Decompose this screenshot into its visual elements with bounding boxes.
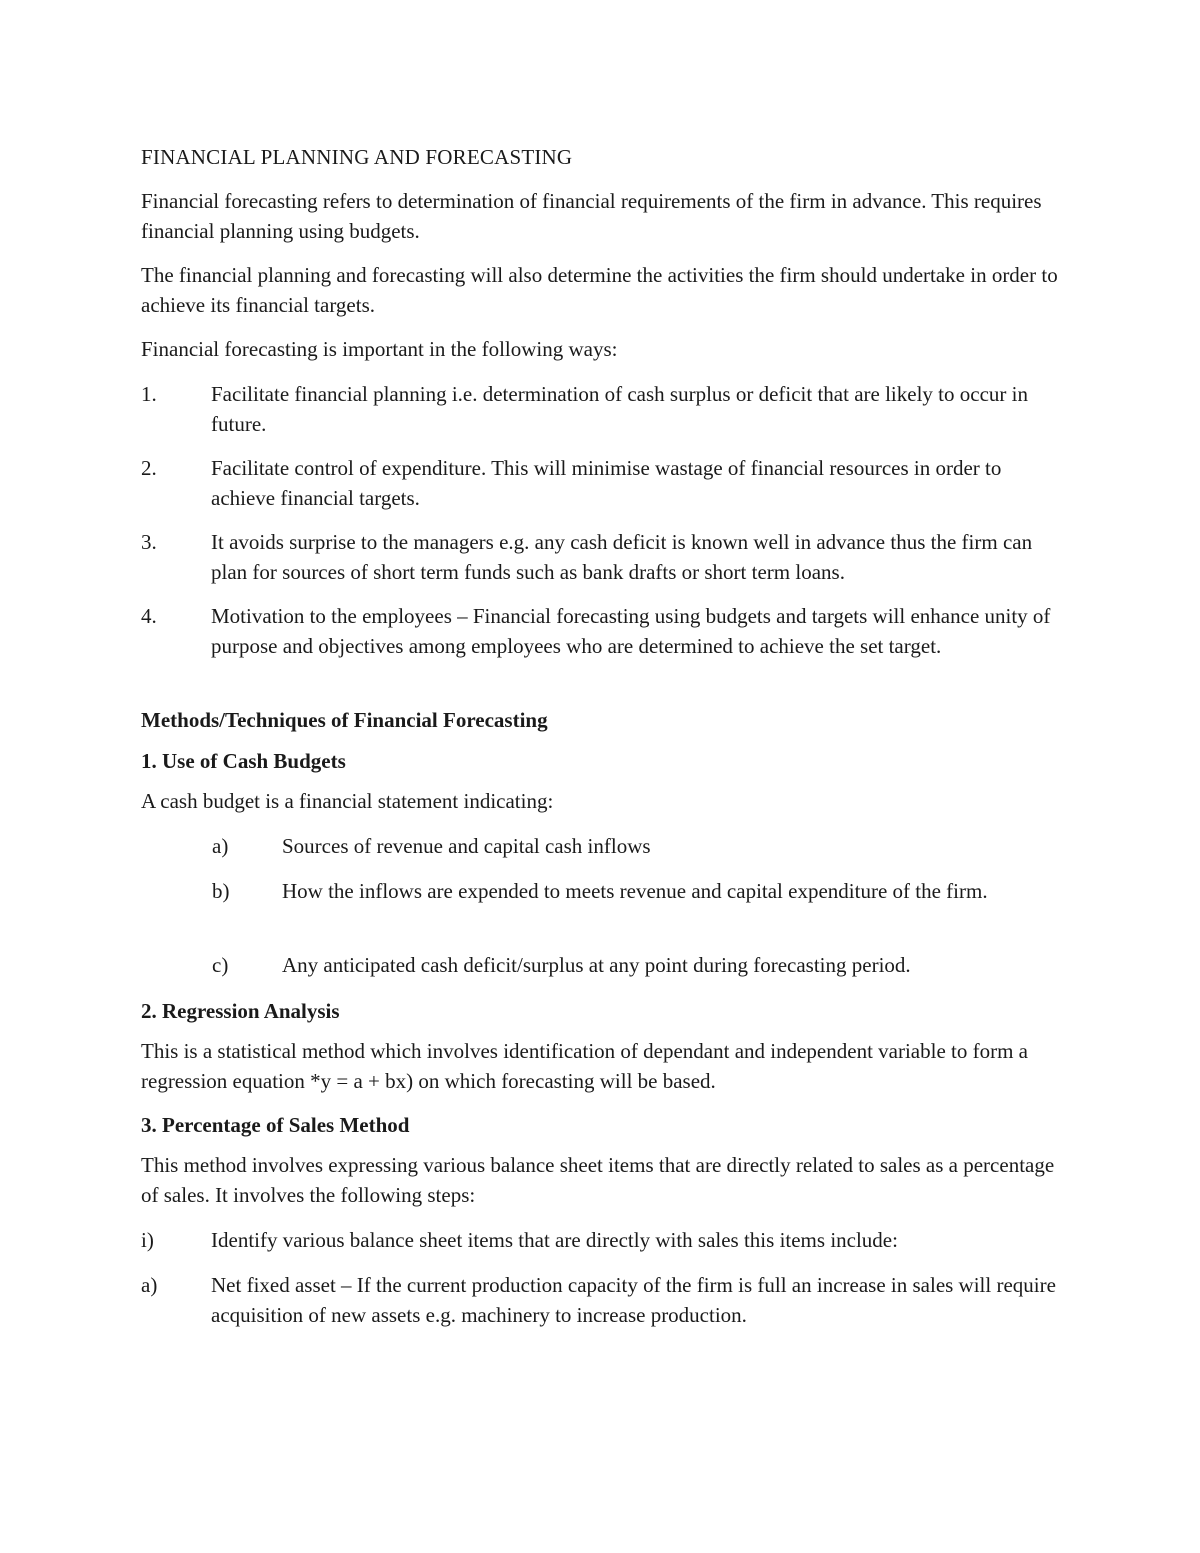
list-item-text: Any anticipated cash deficit/surplus at any point during forecasting period. bbox=[282, 953, 911, 977]
list-item-letter: a) bbox=[212, 834, 229, 858]
list-item-text: How the inflows are expended to meets revenue and capital expenditure of the firm. bbox=[282, 879, 988, 903]
list-item-letter: b) bbox=[212, 879, 230, 903]
intro-paragraph-3: Financial forecasting is important in the following ways: bbox=[141, 337, 618, 361]
list-item-letter: a) bbox=[141, 1273, 158, 1297]
percentage-sales-heading: 3. Percentage of Sales Method bbox=[141, 1113, 410, 1137]
intro-paragraph-1: Financial forecasting refers to determination of financial requirements of the firm in advance. This requires financial planning using budgets. bbox=[141, 189, 1042, 243]
list-item-letter: c) bbox=[212, 953, 229, 977]
list-item-text: Identify various balance sheet items that are directly with sales this items include: bbox=[211, 1228, 898, 1252]
methods-heading: Methods/Techniques of Financial Forecasting bbox=[141, 708, 548, 732]
list-item-text: Motivation to the employees – Financial forecasting using budgets and targets will enhance unity of purpose and objectives among employees who are determined to achieve the set target. bbox=[211, 604, 1051, 658]
list-item-numeral: i) bbox=[141, 1228, 154, 1252]
regression-text: This is a statistical method which involves identification of dependant and independent variable to form a regression equation *y = a + bx) on which forecasting will be based. bbox=[141, 1039, 1029, 1093]
intro-paragraph-2: The financial planning and forecasting will also determine the activities the firm should undertake in order to achieve its financial targets. bbox=[141, 263, 1058, 317]
list-item-text: Facilitate financial planning i.e. determination of cash surplus or deficit that are likely to occur in future. bbox=[211, 382, 1028, 436]
list-item-text: Sources of revenue and capital cash inflows bbox=[282, 834, 651, 858]
list-item-number: 2. bbox=[141, 456, 157, 480]
cash-budgets-intro: A cash budget is a financial statement indicating: bbox=[141, 789, 554, 813]
cash-budgets-heading: 1. Use of Cash Budgets bbox=[141, 749, 346, 773]
list-item-number: 4. bbox=[141, 604, 157, 628]
document-title: FINANCIAL PLANNING AND FORECASTING bbox=[141, 145, 573, 169]
list-item-text: It avoids surprise to the managers e.g. any cash deficit is known well in advance thus the firm can plan for sources of short term funds such as bank drafts or short term loans. bbox=[211, 530, 1033, 584]
regression-heading: 2. Regression Analysis bbox=[141, 999, 340, 1023]
list-item-number: 3. bbox=[141, 530, 157, 554]
percentage-sales-text: This method involves expressing various balance sheet items that are directly related to sales as a percentage of sales. It involves the following steps: bbox=[141, 1153, 1055, 1207]
list-item-text: Net fixed asset – If the current production capacity of the firm is full an increase in sales will require acquisition of new assets e.g. machinery to increase production. bbox=[211, 1273, 1056, 1327]
list-item-text: Facilitate control of expenditure. This will minimise wastage of financial resources in order to achieve financial targets. bbox=[211, 456, 1002, 510]
list-item-number: 1. bbox=[141, 382, 157, 406]
